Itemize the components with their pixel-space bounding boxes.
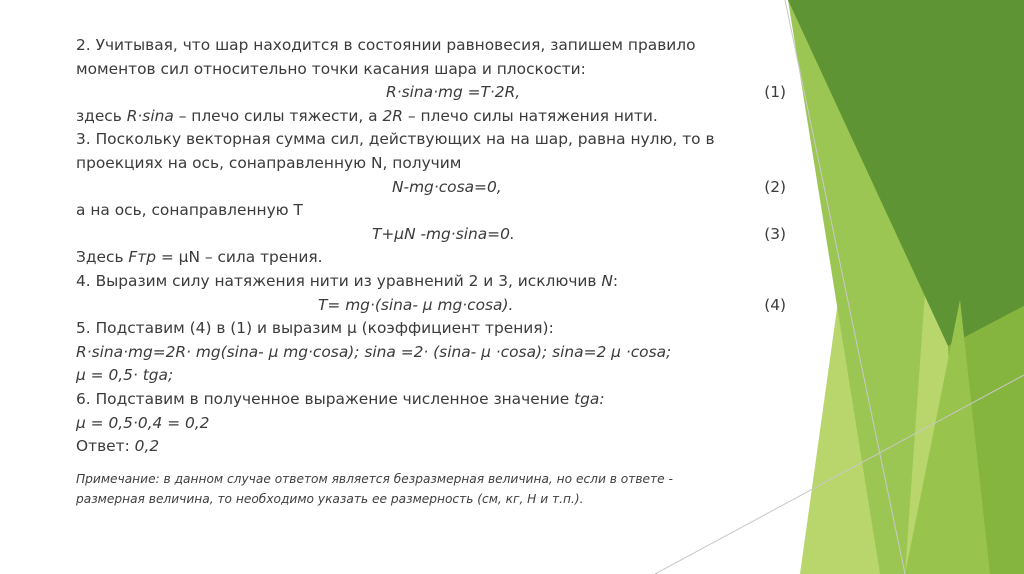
equation-3 — [76, 223, 788, 247]
equation-4-formula: T= mg·(sina- μ mg·cosa). — [318, 295, 514, 314]
answer-value: 0,2 — [134, 437, 160, 456]
step3-line2: проекциях на ось, сонаправленную N, получим — [76, 153, 462, 172]
answer-line — [76, 435, 788, 459]
formula: μ = 0,5· tga; — [76, 366, 174, 385]
equation-2-number: (2) — [764, 177, 786, 196]
equation-1-formula: R·sina·mg =T·2R, — [386, 83, 521, 102]
variable: N — [601, 271, 613, 290]
equation-4 — [76, 294, 788, 318]
answer-label: Ответ: — [76, 437, 135, 456]
equation-1 — [76, 81, 788, 105]
text-fragment: Здесь — [76, 248, 129, 267]
variable: tga: — [574, 389, 605, 408]
equation-4-number: (4) — [764, 295, 786, 314]
note-line2: размерная величина, то необходимо указать ее размерность (см, кг, Н и т.п.). — [76, 491, 584, 506]
variable: Fтр — [128, 248, 156, 267]
text-fragment: – плечо силы тяжести, а — [173, 106, 383, 125]
equation-3-number: (3) — [764, 224, 786, 243]
text-fragment: – плечо силы натяжения нити. — [403, 106, 658, 125]
step4-line — [76, 270, 788, 294]
friction-definition — [76, 246, 788, 270]
text-fragment: 4. Выразим силу натяжения нити из уравнений 2 и 3, исключив — [76, 271, 602, 290]
step6-line — [76, 388, 788, 412]
formula: μ = 0,5·0,4 = 0,2 — [76, 413, 210, 432]
step5-formula2 — [76, 364, 788, 388]
note — [76, 469, 788, 509]
equation-3-formula: T+μN -mg·sina=0. — [372, 224, 515, 243]
formula: R·sina·mg=2R· mg(sina- μ mg·cosa); sina =2· (sina- μ ·cosa); sina=2 μ ·cosa; — [76, 342, 672, 361]
step5-formula1 — [76, 341, 788, 365]
slide-body — [76, 34, 788, 509]
text-fragment: = μN – сила трения. — [156, 248, 323, 267]
step5-line1: 5. Подставим (4) в (1) и выразим μ (коэффициент трения): — [76, 319, 554, 338]
note-line1: Примечание: в данном случае ответом является безразмерная величина, но если в ответе - — [76, 471, 673, 486]
equation-2 — [76, 176, 788, 200]
text-fragment: 6. Подставим в полученное выражение численное значение — [76, 389, 575, 408]
text-fragment: : — [612, 271, 619, 290]
text-fragment: здесь — [76, 106, 127, 125]
step3-line3: а на ось, сонаправленную Т — [76, 201, 303, 220]
step6-result — [76, 412, 788, 436]
equation-2-formula: N-mg·cosa=0, — [392, 177, 502, 196]
equation-1-number: (1) — [764, 83, 786, 102]
step2-line1: 2. Учитывая, что шар находится в состоянии равновесия, запишем правило — [76, 36, 696, 54]
step3-line1: 3. Поскольку векторная сумма сил, действующих на на шар, равна нулю, то в — [76, 130, 715, 149]
variable: R·sina — [126, 106, 174, 125]
step2-line2: моментов сил относительно точки касания шара и плоскости: — [76, 59, 586, 78]
step2-explanation — [76, 105, 788, 129]
variable: 2R — [382, 106, 403, 125]
